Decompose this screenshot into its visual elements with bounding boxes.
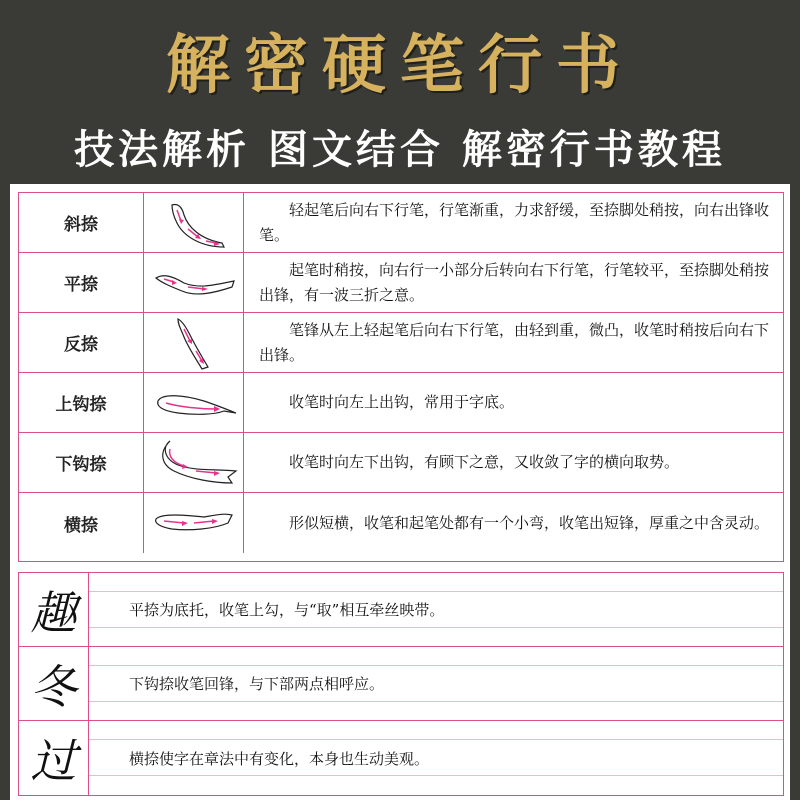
stroke-description: 收笔时向左上出钩，常用于字底。 xyxy=(289,393,515,411)
table-row xyxy=(19,373,783,433)
example-note: 下钩捺收笔回锋，与下部两点相呼应。 xyxy=(129,675,385,693)
heng-na-stroke-icon xyxy=(144,493,244,553)
stroke-name: 下钩捺 xyxy=(19,433,144,492)
stroke-name: 平捺 xyxy=(19,253,144,312)
stroke-description: 形似短横，收笔和起笔处都有一个小弯，收笔出短锋，厚重之中含灵动。 xyxy=(289,513,770,532)
example-table xyxy=(18,572,784,796)
example-row xyxy=(19,573,783,647)
shang-gou-na-stroke-icon xyxy=(144,373,244,432)
xie-na-stroke-icon xyxy=(144,193,244,252)
example-character: 过 xyxy=(19,721,89,795)
stroke-name: 上钩捺 xyxy=(19,373,144,432)
page-subtitle: 技法解析 图文结合 解密行书教程 xyxy=(74,126,726,173)
stroke-name: 斜捺 xyxy=(19,193,144,252)
example-character: 趣 xyxy=(19,573,89,646)
content-panel xyxy=(10,184,790,800)
stroke-description: 轻起笔后向右下行笔，行笔渐重，力求舒缓，至捺脚处稍按，向右出锋收笔。 xyxy=(259,200,770,244)
ping-na-stroke-icon xyxy=(144,253,244,312)
table-row xyxy=(19,433,783,493)
table-row xyxy=(19,253,783,313)
example-note: 平捺为底托，收笔上勾，与“取”相互牵丝映带。 xyxy=(129,601,445,619)
stroke-description: 收笔时向左下出钩，有顾下之意，又收敛了字的横向取势。 xyxy=(289,453,680,471)
example-row xyxy=(19,721,783,795)
stroke-description: 起笔时稍按，向右行一小部分后转向右下行笔，行笔较平，至捺脚处稍按出锋，有一波三折之意。 xyxy=(259,260,770,304)
page-title: 解密硬笔行书 xyxy=(166,28,634,103)
stroke-description: 笔锋从左上轻起笔后向右下行笔，由轻到重，微凸，收笔时稍按后向右下出锋。 xyxy=(259,320,770,364)
table-row xyxy=(19,193,783,253)
stroke-table xyxy=(18,192,784,562)
stroke-name: 反捺 xyxy=(19,313,144,372)
example-character: 冬 xyxy=(19,647,89,720)
example-note: 横捺使字在章法中有变化，本身也生动美观。 xyxy=(129,749,430,768)
fan-na-stroke-icon xyxy=(144,313,244,372)
stroke-name: 横捺 xyxy=(19,493,144,553)
table-row xyxy=(19,493,783,553)
example-row xyxy=(19,647,783,721)
table-row xyxy=(19,313,783,373)
xia-gou-na-stroke-icon xyxy=(144,433,244,492)
